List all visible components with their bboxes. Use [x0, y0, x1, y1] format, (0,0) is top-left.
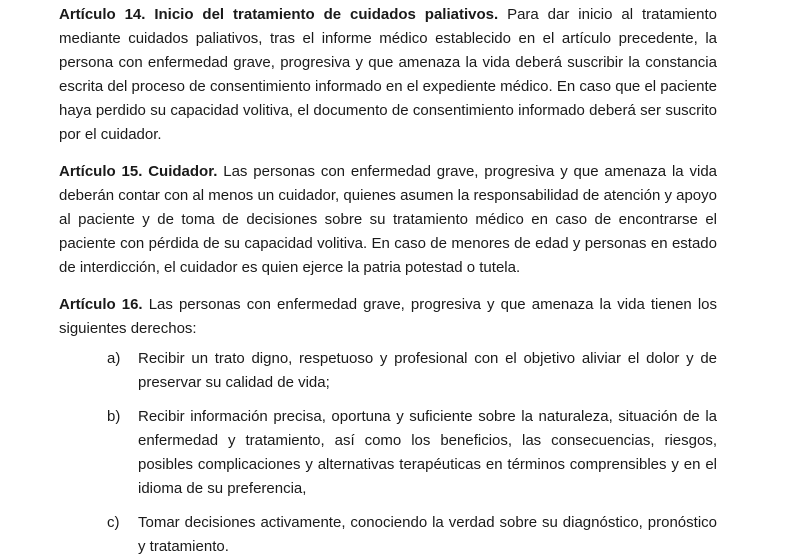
- list-text-c: Tomar decisiones activamente, conociendo la verdad sobre su diagnóstico, pronóstico y tratamiento.: [138, 514, 717, 555]
- list-marker-b: b): [107, 408, 121, 425]
- article-14-body: Para dar inicio al tratamiento mediante cuidados paliativos, tras el informe médico establecido en el artículo precedente, la persona con enfermedad grave, progresiva y que amenaza la vida deberá suscribir la constancia escrita del proceso de consentimiento informado en el expediente médico. En caso que el paciente haya perdido su capacidad volitiva, el documento de consentimiento informado deberá ser suscrito por el cuidador.: [59, 6, 717, 143]
- article-15-body: Las personas con enfermedad grave, progresiva y que amenaza la vida deberán contar con al menos un cuidador, quienes asumen la responsabilidad de atención y apoyo al paciente y de toma de decisiones sobre su tratamiento médico en caso de encontrarse el paciente con pérdida de su capacidad volitiva. En caso de menores de edad y personas en estado de interdicción, el cuidador es quien ejerce la patria potestad o tutela.: [59, 163, 718, 276]
- article-14: [59, 3, 717, 147]
- article-16-heading: Artículo 16.: [59, 296, 143, 313]
- list-marker-a: a): [107, 350, 121, 367]
- article-15-heading: Artículo 15. Cuidador.: [59, 163, 218, 180]
- rights-list-item-a: [107, 347, 717, 395]
- article-16-body: Las personas con enfermedad grave, progresiva y que amenaza la vida tienen los siguientes derechos:: [59, 296, 718, 337]
- article-14-heading: Artículo 14. Inicio del tratamiento de cuidados paliativos.: [59, 6, 499, 23]
- list-marker-c: c): [107, 514, 120, 531]
- article-16: [59, 293, 717, 341]
- list-text-a: Recibir un trato digno, respetuoso y profesional con el objetivo aliviar el dolor y de preservar su calidad de vida;: [138, 350, 717, 391]
- list-text-b: Recibir información precisa, oportuna y suficiente sobre la naturaleza, situación de la enfermedad y tratamiento, así como los beneficios, las consecuencias, riesgos, posibles complicaciones y alternativas terapéuticas en términos comprensibles y en el idioma de su preferencia,: [138, 408, 717, 497]
- rights-list-item-b: [107, 405, 717, 501]
- article-15: [59, 160, 717, 280]
